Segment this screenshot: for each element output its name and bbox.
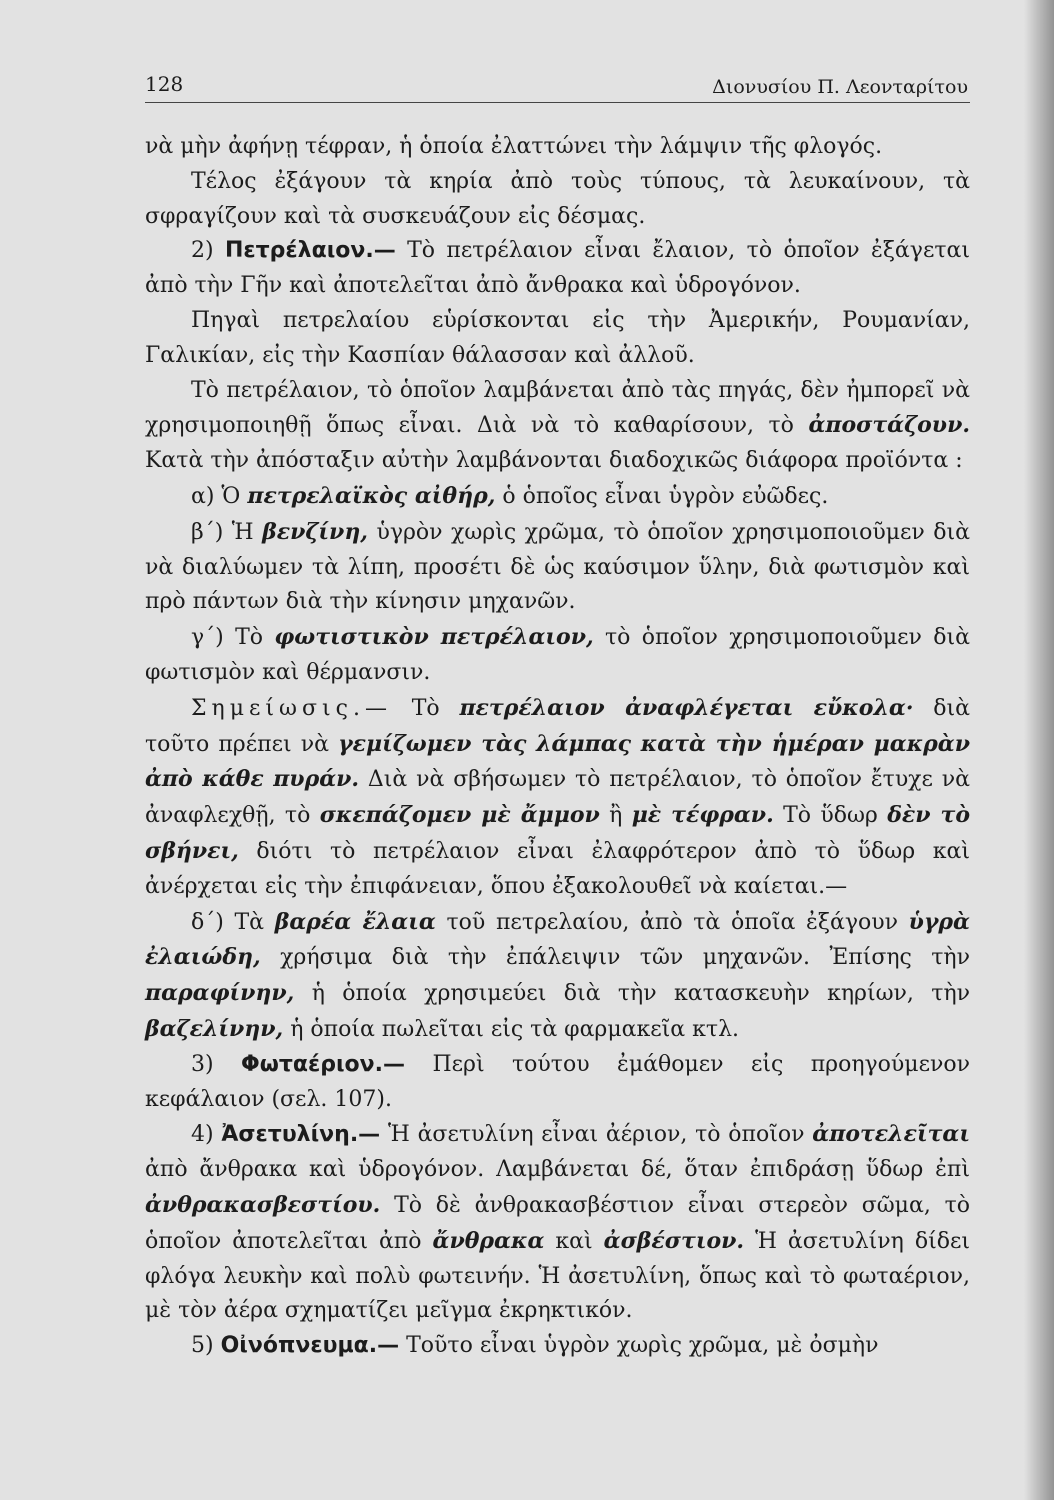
emphasis-term: ὑγρὰ ἐλαιώδη,: [145, 908, 970, 971]
text-run: τοῦ πετρελαίου, ἀπὸ τὰ ὁποῖα ἐξάγουν: [446, 909, 898, 935]
text-run: Πηγαὶ πετρελαίου εὑρίσκονται εἰς τὴν Ἀμερικήν, Ρουμανίαν, Γαλικίαν, εἰς τὴν Κασπίαν θάλασσαν καὶ ἀλλοῦ.: [145, 307, 970, 368]
text-run: Τὸ πετρέλαιον εἶναι ἔλαιον, τὸ ὁποῖον ἐξάγεται ἀπὸ τὴν Γῆν καὶ ἀποτελεῖται ἀπὸ ἄνθρακα καὶ ὑδρογόνον.: [145, 238, 970, 299]
text-run: ἡ ὁποία πωλεῖται εἰς τὰ φαρμακεῖα κτλ.: [290, 1016, 740, 1042]
note-label: Σημείωσις.—: [191, 695, 392, 721]
paragraph-continuation: [145, 130, 970, 165]
item-label: β΄) Ἡ: [191, 519, 254, 545]
emphasis-term: πετρέλαιον ἀναφλέγεται εὔκολα·: [459, 694, 914, 721]
emphasis-term: ἀνθρακασβεστίου.: [145, 1191, 381, 1218]
text-run: ἡ ὁποία χρησιμεύει διὰ τὴν κατασκευὴν κηρίων, τὴν: [311, 981, 970, 1007]
emphasis-term: σκεπάζομεν μὲ ἄμμον: [319, 802, 600, 829]
item-beta: [145, 515, 970, 620]
emphasis-term: παραφίνην,: [145, 980, 295, 1007]
paragraph-sources: [145, 304, 970, 374]
section-heading: Ἀσετυλίνη.—: [221, 1122, 381, 1148]
running-head: Διονυσίου Π. Λεονταρίτου: [712, 76, 968, 98]
text-run: ὁ ὁποῖος εἶναι ὑγρὸν εὐῶδες.: [502, 483, 829, 509]
text-run: διὰ τοῦτο πρέπει νὰ: [145, 695, 970, 757]
section-heading: Φωταέριον.—: [241, 1051, 406, 1077]
text-run: διότι τὸ πετρέλαιον εἶναι ἐλαφρότερον ἀπὸ τὸ ὕδωρ καὶ ἀνέρχεται εἰς τὴν ἐπιφάνειαν, ὅπου ἐξακολουθεῖ νὰ καίεται.—: [145, 838, 970, 899]
text-run: τὸ ὁποῖον χρησιμοποιοῦμεν διὰ φωτισμὸν καὶ θέρμανσιν.: [145, 625, 970, 685]
text-run: Τέλος ἐξάγουν τὰ κηρία ἀπὸ τοὺς τύπους, τὰ λευκαίνουν, τὰ σφραγίζουν καὶ τὰ συσκευάζουν εἰς δέσμας.: [145, 168, 970, 229]
text-run: ὑγρὸν χωρὶς χρῶμα, τὸ ὁποῖον χρησιμοποιοῦμεν διὰ νὰ διαλύωμεν τὰ λίπη, προσέτι δὲ ὡς καύσιμον ὕλην, διὰ φωτισμὸν καὶ πρὸ πάντων διὰ τὴν κίνησιν μηχανῶν.: [145, 519, 970, 615]
note-paragraph: [145, 691, 970, 905]
text-run: Τὸ δὲ ἀνθρακασβέστιον εἶναι στερεὸν σῶμα, τὸ ὁποῖον ἀποτελεῖται ἀπὸ: [145, 1192, 970, 1254]
paragraph-candles-finish: [145, 165, 970, 235]
emphasis-term: ἀποτελεῖται: [812, 1121, 971, 1148]
section-gas: [145, 1048, 970, 1118]
text-run: Τὸ: [411, 695, 440, 721]
emphasis-term: μὲ τέφραν.: [631, 802, 774, 829]
text-run: Διὰ νὰ σβήσωμεν τὸ πετρέλαιον, τὸ ὁποῖον ἔτυχε νὰ ἀναφλεχθῇ, τὸ: [145, 767, 970, 829]
text-run: Ἡ ἀσετυλίνη δίδει φλόγα λευκὴν καὶ πολὺ φωτεινήν. Ἡ ἀσετυλίνη, ὅπως καὶ τὸ φωταέριον, μὲ τὸν ἀέρα σχηματίζει μεῖγμα ἐκρηκτικόν.: [145, 1228, 970, 1324]
section-petroleum: [145, 234, 970, 304]
paragraph-distillation: [145, 374, 970, 479]
item-delta: [145, 905, 970, 1048]
emphasis-term: βαζελίνην,: [145, 1015, 284, 1042]
text-run: Ἡ ἀσετυλίνη εἶναι ἀέριον, τὸ ὁποῖον: [387, 1122, 805, 1148]
item-alpha: [145, 479, 970, 515]
page-header: [145, 68, 970, 103]
text-run: νὰ μὴν ἀφήνῃ τέφραν, ἡ ὁποία ἐλαττώνει τὴν λάμψιν τῆς φλογός.: [145, 134, 883, 159]
text-run: Τοῦτο εἶναι ὑγρὸν χωρὶς χρῶμα, μὲ ὀσμὴν: [406, 1333, 879, 1359]
item-gamma: [145, 620, 970, 691]
section-number: 3): [191, 1051, 214, 1077]
item-label: γ΄) Τὸ: [191, 625, 263, 651]
section-acetylene: [145, 1117, 970, 1329]
emphasis-term: φωτιστικὸν πετρέλαιον,: [274, 624, 594, 651]
page-body: [145, 130, 970, 1364]
text-run: ἀπὸ ἄνθρακα καὶ ὑδρογόνον. Λαμβάνεται δέ, ὅταν ἐπιδράσῃ ὕδωρ ἐπὶ: [145, 1157, 970, 1183]
emphasis-term: ἄνθρακα: [432, 1227, 545, 1254]
emphasis-term: δὲν τὸ σβήνει,: [145, 802, 970, 864]
text-run: Τὸ ὕδωρ: [783, 803, 878, 829]
text-run: ἢ: [609, 803, 623, 829]
section-number: 5): [191, 1333, 214, 1359]
text-run: Κατὰ τὴν ἀπόσταξιν αὐτὴν λαμβάνονται διαδοχικῶς διάφορα προϊόντα :: [145, 448, 963, 474]
page-number: 128: [145, 72, 184, 96]
text-run: Περὶ τούτου ἐμάθομεν εἰς προηγούμενον κεφάλαιον (σελ. 107).: [145, 1051, 970, 1112]
section-number: 2): [191, 238, 214, 264]
emphasis-term: πετρελαϊκὸς αἰθήρ,: [247, 482, 496, 509]
item-label: α) Ὁ: [191, 483, 241, 509]
section-alcohol: [145, 1329, 970, 1364]
text-run: καὶ: [555, 1228, 593, 1254]
text-run: χρήσιμα διὰ τὴν ἐπάλειψιν τῶν μηχανῶν. Ἐπίσης τὴν: [280, 945, 970, 971]
item-label: δ΄) Τὰ: [191, 909, 265, 935]
emphasis-term: ἀποστάζουν.: [808, 412, 970, 439]
emphasis-term: γεμίζωμεν τὰς λάμπας κατὰ τὴν ἡμέραν μακρὰν ἀπὸ κάθε πυράν.: [145, 730, 970, 793]
emphasis-term: βενζίνη,: [262, 518, 368, 545]
emphasis-term: ἀσβέστιον.: [603, 1227, 745, 1254]
emphasis-term: βαρέα ἔλαια: [274, 908, 436, 935]
section-heading: Πετρέλαιον.—: [224, 238, 396, 264]
section-heading: Οἰνόπνευμα.—: [220, 1333, 400, 1359]
text-run: Τὸ πετρέλαιον, τὸ ὁποῖον λαμβάνεται ἀπὸ τὰς πηγάς, δὲν ἠμπορεῖ νὰ χρησιμοποιηθῇ ὅπως εἶναι. Διὰ νὰ τὸ καθαρίσουν, τὸ: [145, 377, 970, 439]
section-number: 4): [191, 1122, 214, 1148]
